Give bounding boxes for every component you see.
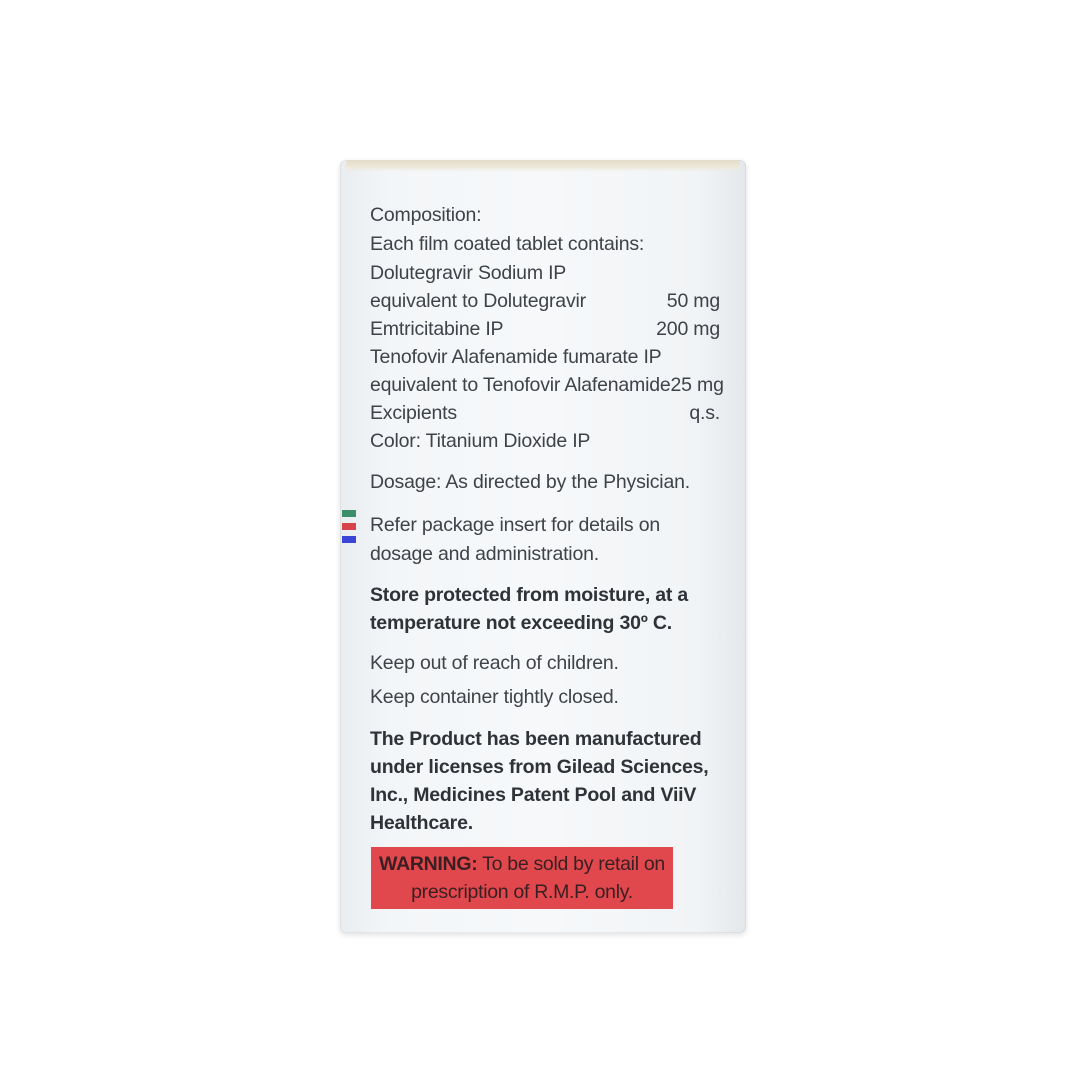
keep-children-text: Keep out of reach of children. — [370, 652, 619, 674]
ingredient-name: equivalent to Dolutegravir — [370, 290, 586, 312]
composition-heading: Composition: — [370, 204, 482, 226]
ingredient-row — [370, 430, 720, 453]
ingredient-name: equivalent to Tenofovir Alafenamide — [370, 374, 671, 396]
refer-line-1: Refer package insert for details on — [370, 514, 660, 536]
dosage-text: Dosage: As directed by the Physician. — [370, 471, 690, 493]
warning-label: WARNING: — [379, 853, 478, 875]
red-mark — [342, 523, 356, 530]
ingredient-name: Color: Titanium Dioxide IP — [370, 430, 591, 452]
license-line-3: Inc., Medicines Patent Pool and ViiV — [370, 784, 697, 806]
green-mark — [342, 510, 356, 517]
blue-mark — [342, 536, 356, 543]
ingredient-row — [370, 374, 724, 397]
license-line-2: under licenses from Gilead Sciences, — [370, 756, 709, 778]
ingredient-row — [370, 346, 720, 369]
ingredient-name: Emtricitabine IP — [370, 318, 504, 340]
ingredient-amount: 200 mg — [656, 318, 720, 340]
box-top-edge — [346, 160, 740, 172]
ingredient-amount: 50 mg — [666, 290, 720, 312]
license-line-1: The Product has been manufactured — [370, 728, 702, 750]
ingredient-row — [370, 318, 720, 341]
ingredient-name: Tenofovir Alafenamide fumarate IP — [370, 346, 662, 368]
ingredient-amount: 25 mg — [670, 374, 724, 396]
warning-line-1 — [371, 850, 673, 878]
color-registration-marks — [342, 510, 356, 549]
license-line-4: Healthcare. — [370, 812, 473, 834]
ingredient-amount: q.s. — [689, 402, 720, 424]
ingredient-row — [370, 290, 720, 313]
warning-box — [371, 847, 673, 909]
storage-line-2: temperature not exceeding 30º C. — [370, 612, 672, 634]
warning-line-2: prescription of R.M.P. only. — [411, 881, 633, 903]
ingredient-name: Excipients — [370, 402, 457, 424]
warning-text-1: To be sold by retail on — [477, 853, 665, 875]
storage-line-1: Store protected from moisture, at a — [370, 584, 689, 606]
ingredient-row — [370, 402, 720, 425]
medicine-box-panel — [340, 160, 746, 933]
ingredient-row — [370, 262, 720, 285]
ingredient-name: Dolutegravir Sodium IP — [370, 262, 567, 284]
keep-closed-text: Keep container tightly closed. — [370, 686, 619, 708]
tablet-contains: Each film coated tablet contains: — [370, 233, 645, 255]
refer-line-2: dosage and administration. — [370, 543, 599, 565]
